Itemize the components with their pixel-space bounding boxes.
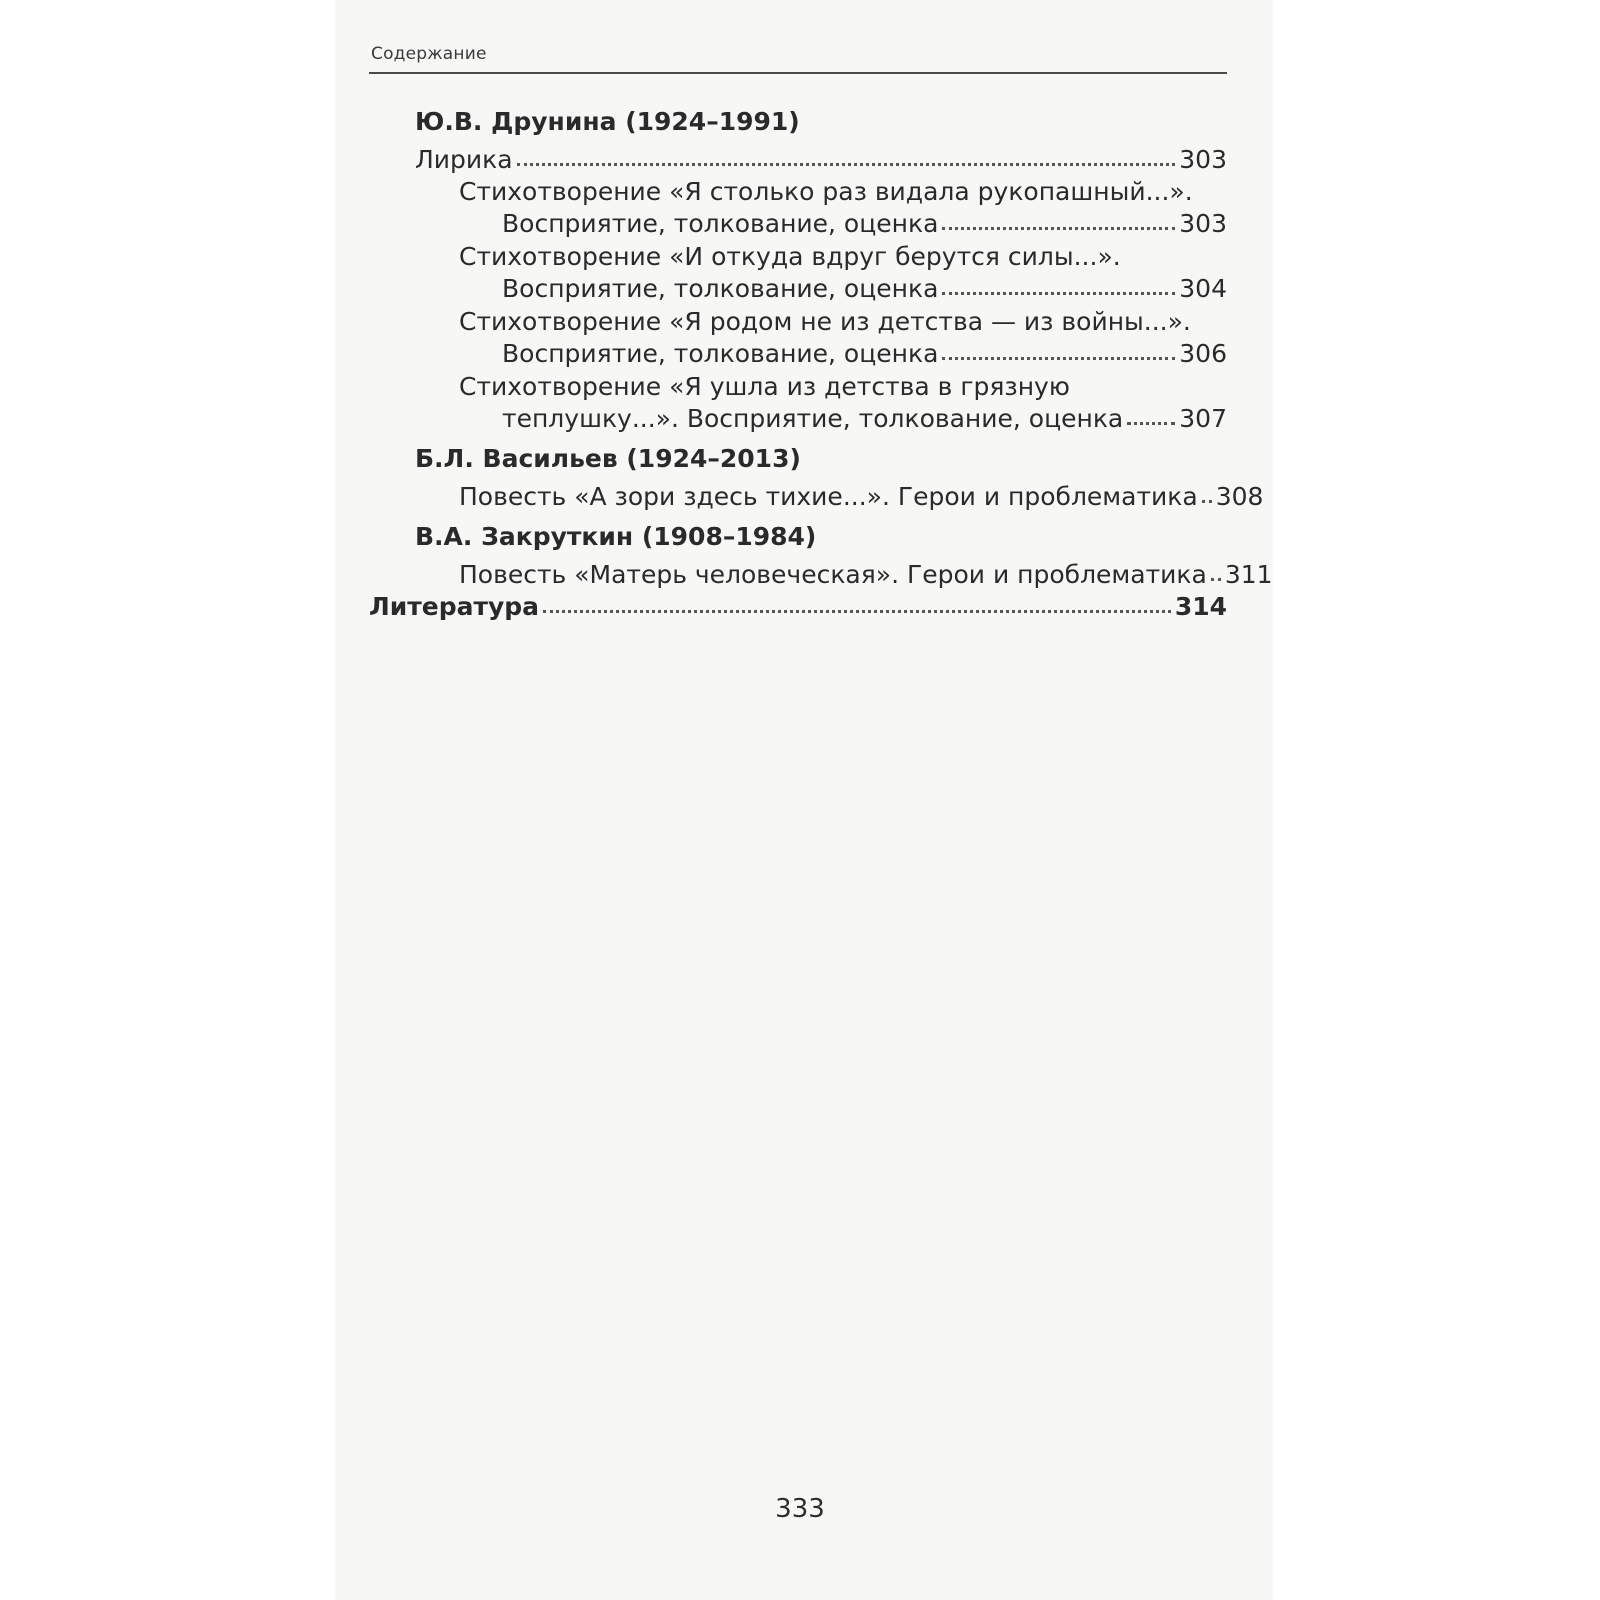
toc-author-heading: Б.Л. Васильев (1924–2013)	[415, 444, 801, 473]
toc-entry-title-line: Стихотворение «Я ушла из детства в грязную	[459, 372, 1070, 401]
toc-leader-dots	[942, 356, 1175, 360]
toc-page-number: 306	[1179, 339, 1227, 368]
book-page	[336, 0, 1272, 1600]
toc-entry[interactable]	[415, 144, 1227, 176]
toc-entry[interactable]	[502, 208, 1227, 240]
toc-entry-title-line: Стихотворение «Я родом не из детства — из войны...».	[459, 307, 1191, 336]
toc-entry-title: Лирика	[415, 145, 513, 174]
toc-entry[interactable]	[502, 338, 1227, 370]
toc-entry[interactable]	[502, 273, 1227, 305]
toc-author-heading: Ю.В. Друнина (1924–1991)	[415, 107, 800, 136]
toc-page-number: 314	[1174, 592, 1227, 621]
toc-leader-dots	[517, 162, 1176, 166]
toc-page-number: 307	[1179, 404, 1227, 433]
toc-author-heading: В.А. Закруткин (1908–1984)	[415, 522, 817, 551]
toc-leader-dots	[543, 609, 1171, 613]
toc-entry-title: Восприятие, толкование, оценка	[502, 339, 939, 368]
toc-page-number: 308	[1215, 482, 1264, 511]
toc-entry-title: Восприятие, толкование, оценка	[502, 209, 939, 238]
toc-leader-dots	[942, 226, 1175, 230]
toc-entry[interactable]	[502, 403, 1227, 435]
toc-leader-dots	[942, 291, 1175, 295]
toc-leader-dots	[1211, 577, 1221, 581]
toc-entry-title-line: Стихотворение «Я столько раз видала рукопашный...».	[459, 177, 1193, 206]
toc-page-number: 304	[1179, 274, 1227, 303]
toc-entry-title: Повесть «А зори здесь тихие...». Герои и проблематика	[459, 482, 1198, 511]
header-rule	[369, 72, 1227, 74]
toc-entry-title: Повесть «Матерь человеческая». Герои и проблематика	[459, 560, 1207, 589]
toc-entry[interactable]	[459, 481, 1264, 513]
running-head: Содержание	[371, 44, 487, 64]
toc-entry[interactable]	[369, 591, 1227, 623]
toc-page-number: 311	[1224, 560, 1273, 589]
toc-entry-title-line: Стихотворение «И откуда вдруг берутся силы...».	[459, 242, 1121, 271]
toc-entry-title: Восприятие, толкование, оценка	[502, 274, 939, 303]
toc-leader-dots	[1202, 499, 1212, 503]
page-number: 333	[775, 1494, 825, 1524]
toc-entry-title: Литература	[369, 592, 540, 621]
toc-leader-dots	[1127, 421, 1175, 425]
toc-entry-title: теплушку...». Восприятие, толкование, оценка	[502, 404, 1124, 433]
toc-page-number: 303	[1179, 209, 1227, 238]
toc-page-number: 303	[1179, 145, 1227, 174]
toc-entry[interactable]	[459, 559, 1273, 591]
